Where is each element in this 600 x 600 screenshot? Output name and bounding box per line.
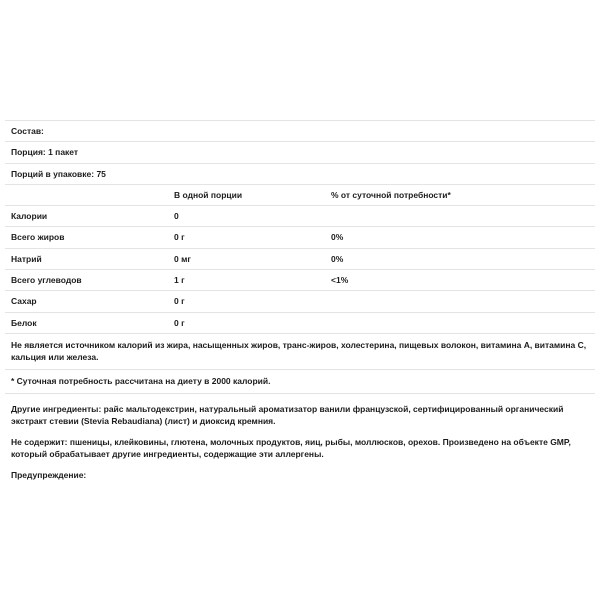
table-row <box>5 312 595 333</box>
serving-size: Порция: 1 пакет <box>11 147 79 158</box>
servings-per-container-row <box>5 163 595 184</box>
servings-per-container: Порций в упаковке: 75 <box>11 168 106 179</box>
not-significant-source-note: Не является источником калорий из жира, насыщенных жиров, транс-жиров, холестерина, пищевых волокон, витамина А, витамина С, кальция или железа. <box>5 333 595 369</box>
nutrient-amount: 0 мг <box>174 253 191 264</box>
nutrient-name: Сахар <box>11 296 37 307</box>
nutrient-amount: 0 г <box>174 296 185 307</box>
nutrient-amount: 0 г <box>174 232 185 243</box>
table-row <box>5 205 595 226</box>
title: Состав: <box>11 126 44 136</box>
nutrient-name: Калории <box>11 211 48 222</box>
table-row <box>5 269 595 290</box>
serving-size-row <box>5 141 595 162</box>
other-ingredients: Другие ингредиенты: райс мальтодекстрин, натуральный ароматизатор ванили французской, сертифицированный органический экстракт стевии (Stevia Rebaudiana) (лист) и диоксид кремния. <box>11 403 564 426</box>
nutrient-amount: 0 г <box>174 317 185 328</box>
table-row <box>5 248 595 269</box>
nutrient-name: Белок <box>11 317 37 328</box>
warning-heading: Предупреждение: <box>11 469 87 480</box>
nutrition-facts <box>5 120 595 481</box>
header-per-serving: В одной порции <box>174 189 243 200</box>
nutrient-amount: 1 г <box>174 275 185 286</box>
nutrient-dv: 0% <box>331 232 344 243</box>
nutrient-name: Всего жиров <box>11 232 65 243</box>
daily-value-note: * Суточная потребность рассчитана на диету в 2000 калорий. <box>5 369 595 394</box>
table-row <box>5 226 595 247</box>
nutrient-name: Натрий <box>11 253 42 264</box>
title-row <box>5 120 595 141</box>
nutrient-dv: 0% <box>331 253 344 264</box>
header-daily-value: % от суточной потребности* <box>331 189 451 200</box>
allergen-statement: Не содержит: пшеницы, клейковины, глютена, молочных продуктов, яиц, рыбы, моллюсков, орехов. Произведено на объекте GMP, который обрабатывает другие ингредиенты, содержащие эти аллергены. <box>11 436 571 459</box>
nutrient-amount: 0 <box>174 211 179 222</box>
table-header-row <box>5 184 595 205</box>
nutrient-dv: <1% <box>331 275 349 286</box>
nutrient-name: Всего углеводов <box>11 275 82 286</box>
table-row <box>5 290 595 311</box>
